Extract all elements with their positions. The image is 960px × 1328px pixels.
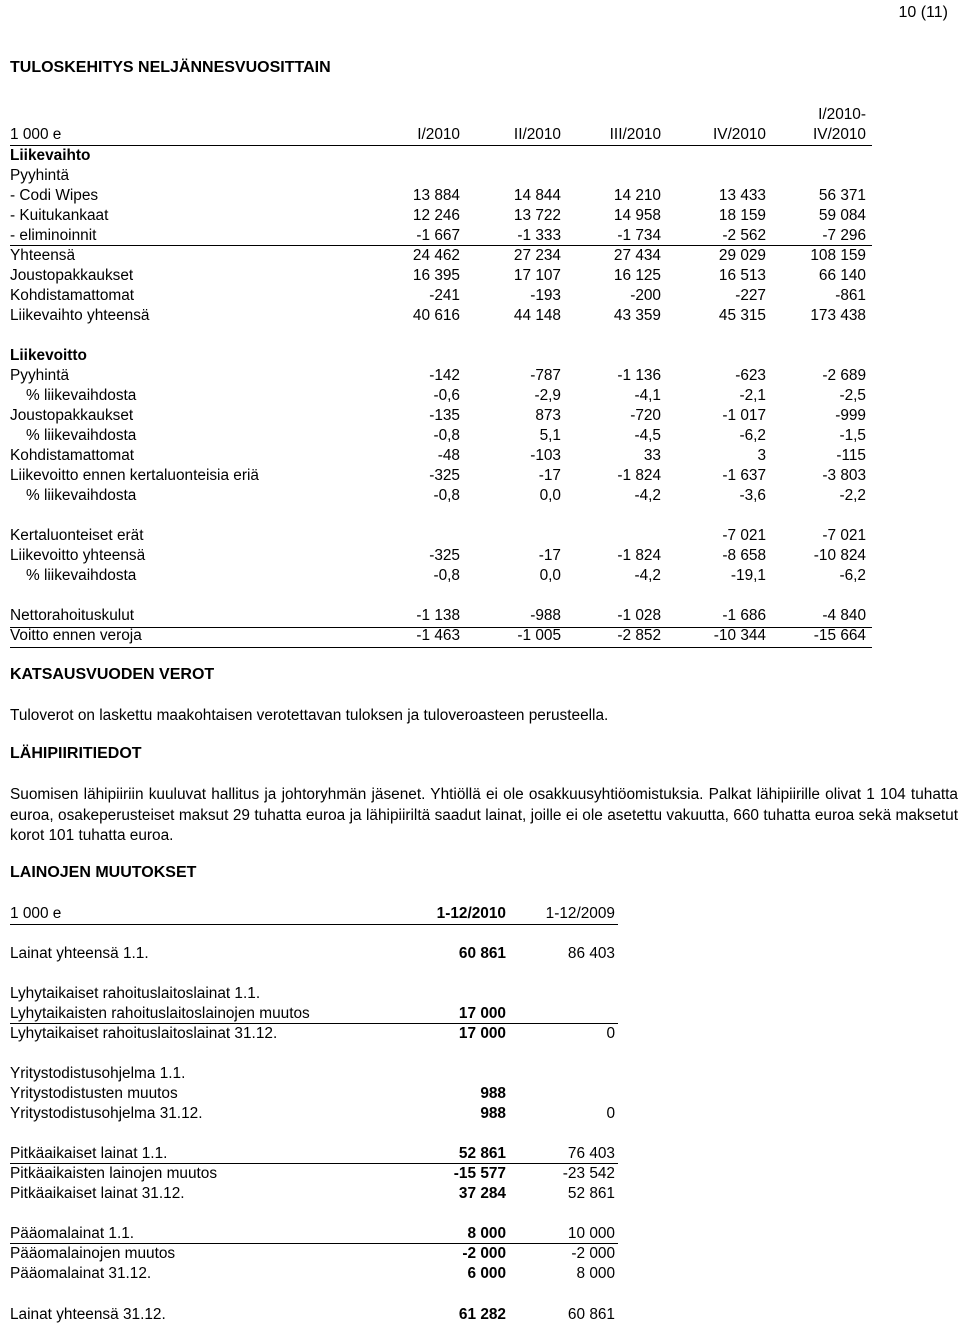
cell-value: 0,0 — [539, 567, 561, 584]
divider — [10, 1023, 618, 1024]
cell-value: -720 — [630, 407, 661, 424]
table-row — [10, 186, 872, 206]
cell-value: -1 136 — [617, 367, 661, 384]
cell-value: -115 — [836, 447, 866, 464]
cell-value: -8 658 — [722, 547, 766, 564]
row-label: Pitkäaikaiset lainat 1.1. — [10, 1145, 168, 1162]
cell-value: -4,2 — [634, 487, 661, 504]
loan-row — [10, 1184, 618, 1204]
page-number: 10 (11) — [898, 4, 948, 21]
cell-value: -3 803 — [822, 467, 866, 484]
cell-value: 24 462 — [412, 247, 460, 264]
cell-value: -1 637 — [722, 467, 766, 484]
row-label: Liikevoitto — [10, 347, 87, 364]
cell-value: 14 958 — [613, 207, 661, 224]
value-2009: 0 — [606, 1105, 615, 1122]
value-2010: 52 861 — [458, 1145, 506, 1162]
row-label: Liikevaihto yhteensä — [10, 307, 150, 324]
cell-value: -200 — [630, 287, 661, 304]
cell-value: -1,5 — [839, 427, 866, 444]
cell-value: 12 246 — [412, 207, 460, 224]
cell-value: -861 — [835, 287, 866, 304]
cell-value: -19,1 — [730, 567, 766, 584]
value-2010: -15 577 — [453, 1165, 506, 1182]
table-row — [10, 166, 872, 186]
cell-value: -2,9 — [534, 387, 561, 404]
row-label: Lyhytaikaisten rahoituslaitoslainojen muutos — [10, 1005, 310, 1022]
cell-value: 0,0 — [539, 487, 561, 504]
section-title-related: LÄHIPIIRITIEDOT — [10, 745, 142, 762]
cell-value: -17 — [538, 547, 561, 564]
table-row — [10, 566, 872, 586]
cell-value: 18 159 — [718, 207, 766, 224]
cell-value: -999 — [835, 407, 866, 424]
cell-value: -7 021 — [722, 527, 766, 544]
row-label: Nettorahoituskulut — [10, 607, 135, 624]
loan-row — [10, 1084, 618, 1104]
loan-row — [10, 1224, 618, 1244]
row-label: % liikevaihdosta — [26, 387, 137, 404]
table-row — [10, 386, 872, 406]
loan-row — [10, 1004, 618, 1024]
cell-value: -1 463 — [416, 627, 460, 644]
cell-value: -4,1 — [634, 387, 661, 404]
col-header-total-line2: IV/2010 — [812, 126, 866, 143]
value-2010: 988 — [480, 1105, 506, 1122]
row-label: Kertaluonteiset erät — [10, 527, 144, 544]
table-row — [10, 146, 872, 166]
row-label: - Codi Wipes — [10, 187, 99, 204]
col-header-total-line1: I/2010- — [818, 106, 866, 123]
row-label: Pitkäaikaisten lainojen muutos — [10, 1165, 218, 1182]
row-label: Lainat yhteensä 31.12. — [10, 1306, 166, 1323]
value-2009: -2 000 — [571, 1245, 615, 1262]
loan-row — [10, 1144, 618, 1164]
loan-row — [10, 1024, 618, 1044]
table-row — [10, 626, 872, 646]
cell-value: -142 — [429, 367, 460, 384]
loans-header — [10, 904, 618, 924]
table-row — [10, 406, 872, 426]
loan-row — [10, 1244, 618, 1264]
cell-value: 108 159 — [810, 247, 866, 264]
row-label: - Kuitukankaat — [10, 207, 109, 224]
loan-row — [10, 1064, 618, 1084]
table-row — [10, 526, 872, 546]
cell-value: -3,6 — [739, 487, 766, 504]
row-label: Pyyhintä — [10, 167, 70, 184]
cell-value: -0,6 — [433, 387, 460, 404]
value-2010: 17 000 — [458, 1025, 506, 1042]
table-row — [10, 466, 872, 486]
col-header: II/2010 — [513, 126, 561, 143]
value-2010: 8 000 — [467, 1225, 506, 1242]
cell-value: -325 — [429, 547, 460, 564]
unit-label: 1 000 e — [10, 905, 62, 922]
row-label: Pääomalainat 1.1. — [10, 1225, 135, 1242]
value-2009: 86 403 — [567, 945, 615, 962]
row-label: Liikevoitto yhteensä — [10, 547, 146, 564]
cell-value: -6,2 — [839, 567, 866, 584]
table-row — [10, 426, 872, 446]
table-header — [10, 125, 872, 145]
cell-value: 13 884 — [412, 187, 460, 204]
loan-row — [10, 1264, 618, 1284]
table-row — [10, 246, 872, 266]
cell-value: 17 107 — [513, 267, 561, 284]
cell-value: 33 — [643, 447, 661, 464]
loan-row — [10, 1305, 618, 1325]
cell-value: -103 — [530, 447, 561, 464]
cell-value: 14 844 — [513, 187, 561, 204]
row-label: Pyyhintä — [10, 367, 70, 384]
divider — [10, 1243, 618, 1244]
row-label: % liikevaihdosta — [26, 567, 137, 584]
cell-value: -0,8 — [433, 427, 460, 444]
cell-value: 16 395 — [412, 267, 460, 284]
col-header: 1-12/2009 — [545, 905, 615, 922]
cell-value: 27 434 — [613, 247, 661, 264]
row-label: Yritystodistusohjelma 31.12. — [10, 1105, 203, 1122]
value-2009: -23 542 — [562, 1165, 615, 1182]
cell-value: -1 017 — [722, 407, 766, 424]
row-label: Liikevaihto — [10, 147, 91, 164]
col-header: I/2010 — [417, 126, 460, 143]
table-row — [10, 366, 872, 386]
cell-value: 44 148 — [513, 307, 561, 324]
cell-value: 16 513 — [718, 267, 766, 284]
value-2010: 988 — [480, 1085, 506, 1102]
table-row — [10, 486, 872, 506]
col-header: IV/2010 — [712, 126, 766, 143]
cell-value: 14 210 — [613, 187, 661, 204]
row-label: Kohdistamattomat — [10, 447, 135, 464]
cell-value: -1 333 — [517, 227, 561, 244]
value-2010: 37 284 — [458, 1185, 506, 1202]
value-2010: 17 000 — [458, 1005, 506, 1022]
cell-value: -10 824 — [813, 547, 866, 564]
row-label: Yritystodistusohjelma 1.1. — [10, 1065, 186, 1082]
cell-value: 13 722 — [513, 207, 561, 224]
row-label: Lyhytaikaiset rahoituslaitoslainat 31.12. — [10, 1025, 278, 1042]
cell-value: 59 084 — [818, 207, 866, 224]
row-label: Yritystodistusten muutos — [10, 1085, 178, 1102]
value-2009: 76 403 — [567, 1145, 615, 1162]
cell-value: -135 — [429, 407, 460, 424]
cell-value: -7 296 — [822, 227, 866, 244]
cell-value: 56 371 — [818, 187, 866, 204]
row-label: Lyhytaikaiset rahoituslaitoslainat 1.1. — [10, 985, 261, 1002]
divider — [10, 647, 872, 648]
value-2010: 61 282 — [458, 1306, 506, 1323]
cell-value: 66 140 — [818, 267, 866, 284]
cell-value: -227 — [735, 287, 766, 304]
cell-value: 13 433 — [718, 187, 766, 204]
cell-value: 43 359 — [613, 307, 661, 324]
section-title-quarterly: TULOSKEHITYS NELJÄNNESVUOSITTAIN — [10, 59, 331, 76]
cell-value: -6,2 — [739, 427, 766, 444]
value-2009: 0 — [606, 1025, 615, 1042]
divider — [10, 627, 872, 628]
cell-value: -2 562 — [722, 227, 766, 244]
divider — [10, 1163, 618, 1164]
row-label: % liikevaihdosta — [26, 427, 137, 444]
cell-value: -2,1 — [739, 387, 766, 404]
row-label: % liikevaihdosta — [26, 487, 137, 504]
cell-value: -787 — [530, 367, 561, 384]
cell-value: -1 028 — [617, 607, 661, 624]
cell-value: -1 138 — [416, 607, 460, 624]
cell-value: -2 852 — [617, 627, 661, 644]
unit-label: 1 000 e — [10, 126, 62, 143]
value-2010: 6 000 — [467, 1265, 506, 1282]
table-row — [10, 446, 872, 466]
cell-value: -1 824 — [617, 547, 661, 564]
row-label: Lainat yhteensä 1.1. — [10, 945, 149, 962]
cell-value: -1 686 — [722, 607, 766, 624]
cell-value: -0,8 — [433, 567, 460, 584]
cell-value: -2 689 — [822, 367, 866, 384]
value-2009: 52 861 — [567, 1185, 615, 1202]
cell-value: 29 029 — [718, 247, 766, 264]
col-header: 1-12/2010 — [436, 905, 506, 922]
row-label: Voitto ennen veroja — [10, 627, 142, 644]
loan-row — [10, 1104, 618, 1124]
cell-value: 16 125 — [613, 267, 661, 284]
cell-value: 3 — [757, 447, 766, 464]
table-row — [10, 306, 872, 326]
row-label: Kohdistamattomat — [10, 287, 135, 304]
related-parties-paragraph: Suomisen lähipiiriin kuuluvat hallitus ja johtoryhmän jäsenet. Yhtiöllä ei ole osakkuusyhtiöomistuksia. Palkat lähipiirille olivat 1 104 tuhatta euroa, osakeperusteiset maksut 29 tuhatta euroa ja lähipiiriltä saadut lainat, joille ei ole asetettu vakuutta, 660 tuhatta euroa sekä maksetut korot 101 tuhatta euroa. — [10, 786, 958, 844]
cell-value: -0,8 — [433, 487, 460, 504]
section-title-loans: LAINOJEN MUUTOKSET — [10, 864, 197, 881]
value-2010: -2 000 — [462, 1245, 506, 1262]
cell-value: -2,5 — [839, 387, 866, 404]
cell-value: -241 — [429, 287, 460, 304]
cell-value: -7 021 — [822, 527, 866, 544]
loan-row — [10, 944, 618, 964]
loan-row — [10, 1164, 618, 1184]
cell-value: -17 — [538, 467, 561, 484]
section-title-taxes: KATSAUSVUODEN VEROT — [10, 666, 215, 683]
cell-value: 27 234 — [513, 247, 561, 264]
table-header-extra — [10, 105, 872, 125]
table-row — [10, 206, 872, 226]
cell-value: -1 005 — [517, 627, 561, 644]
loan-row — [10, 984, 618, 1004]
cell-value: -48 — [437, 447, 460, 464]
cell-value: -10 344 — [713, 627, 766, 644]
cell-value: -1 824 — [617, 467, 661, 484]
cell-value: -623 — [735, 367, 766, 384]
value-2010: 60 861 — [458, 945, 506, 962]
taxes-paragraph: Tuloverot on laskettu maakohtaisen verotettavan tuloksen ja tuloveroasteen perusteella. — [10, 707, 609, 724]
cell-value: 173 438 — [810, 307, 866, 324]
table-row — [10, 606, 872, 626]
table-row — [10, 286, 872, 306]
cell-value: 40 616 — [412, 307, 460, 324]
table-row — [10, 266, 872, 286]
cell-value: -988 — [530, 607, 561, 624]
value-2009: 10 000 — [567, 1225, 615, 1242]
cell-value: 873 — [535, 407, 561, 424]
divider — [10, 924, 618, 925]
cell-value: -1 667 — [416, 227, 460, 244]
row-label: Pääomalainojen muutos — [10, 1245, 176, 1262]
row-label: Liikevoitto ennen kertaluonteisia eriä — [10, 467, 259, 484]
cell-value: -4,5 — [634, 427, 661, 444]
row-label: Joustopakkaukset — [10, 407, 134, 424]
cell-value: -4,2 — [634, 567, 661, 584]
value-2009: 8 000 — [576, 1265, 615, 1282]
row-label: Pitkäaikaiset lainat 31.12. — [10, 1185, 185, 1202]
cell-value: -15 664 — [813, 627, 866, 644]
row-label: Joustopakkaukset — [10, 267, 134, 284]
row-label: Pääomalainat 31.12. — [10, 1265, 152, 1282]
table-row — [10, 346, 872, 366]
row-label: - eliminoinnit — [10, 227, 97, 244]
cell-value: -2,2 — [839, 487, 866, 504]
table-row — [10, 226, 872, 246]
cell-value: -325 — [429, 467, 460, 484]
cell-value: -193 — [530, 287, 561, 304]
cell-value: 5,1 — [539, 427, 561, 444]
col-header: III/2010 — [609, 126, 661, 143]
row-label: Yhteensä — [10, 247, 76, 264]
value-2009: 60 861 — [567, 1306, 615, 1323]
divider — [10, 245, 872, 246]
cell-value: -4 840 — [822, 607, 866, 624]
cell-value: 45 315 — [718, 307, 766, 324]
table-row — [10, 546, 872, 566]
cell-value: -1 734 — [617, 227, 661, 244]
